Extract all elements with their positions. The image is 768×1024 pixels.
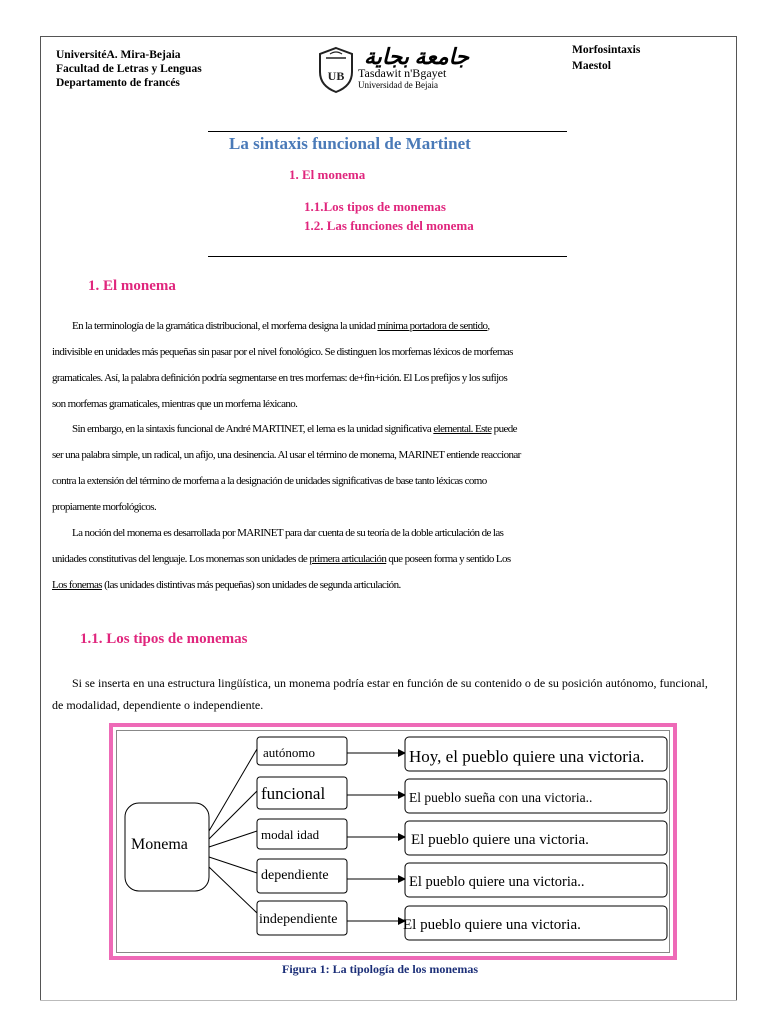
document-title: La sintaxis funcional de Martinet bbox=[229, 134, 471, 153]
branch-line bbox=[209, 831, 257, 847]
page-bottom-edge bbox=[40, 1000, 737, 1001]
paragraph-1: En la terminología de la gramática distribucional, el morfema designa la unidad mínima portadora de sentido, indivisible en unidades más pequeñas sin pasar por el nivel fonológico. Se distinguen los morfemas léxicos de morfemas gramaticales. Así, la palabra definición podría segmentarse en tres morfemas: de+fin+ición. El Los prefijos y los sufijos son morfemas gramaticales, mientras que un morfema léxicano. bbox=[52, 320, 513, 410]
branch-line bbox=[209, 867, 257, 913]
example-text: El pueblo sueña con una victoria.. bbox=[409, 790, 593, 805]
header-course bbox=[572, 42, 640, 74]
toc-item-1-1: 1.1.Los tipos de monemas bbox=[304, 199, 446, 214]
paragraph-3: La noción del monema es desarrollada por MARINET para dar cuenta de su teoría de la doble articulación de las unidades constitutivas del lenguaje. Los monemas son unidades de primera articulación que poseen forma y sentido Los Los fonemas (las unidades distintivas más pequeñas) son unidades de segunda articulación. bbox=[52, 527, 511, 591]
type-label: funcional bbox=[261, 784, 326, 803]
figure-diagram bbox=[116, 730, 670, 953]
branch-line bbox=[209, 749, 257, 831]
toc-bottom-rule bbox=[208, 256, 567, 257]
university-logo bbox=[316, 44, 469, 94]
underlined-phrase: mínima portadora de sentido bbox=[377, 320, 488, 332]
toc-item-1: 1. El monema bbox=[289, 167, 366, 182]
underlined-phrase: Los fonemas bbox=[52, 579, 102, 591]
course-name: Morfosintaxis bbox=[572, 44, 641, 56]
type-label: dependiente bbox=[261, 868, 329, 883]
section-heading-1: 1. El monema bbox=[88, 278, 176, 294]
department-name: Departamento de francés bbox=[56, 77, 180, 89]
example-text: Hoy, el pueblo quiere una victoria. bbox=[409, 747, 645, 766]
toc-top-rule bbox=[208, 131, 567, 132]
root-label: Monema bbox=[131, 836, 188, 853]
header-institution bbox=[56, 48, 202, 90]
logo-spanish-text: Universidad de Bejaia bbox=[358, 80, 438, 90]
example-text: El pueblo quiere una victoria.. bbox=[409, 874, 585, 890]
example-text: El pueblo quiere una victoria. bbox=[411, 832, 589, 848]
type-label: autónomo bbox=[263, 745, 315, 760]
university-name: UniversitéA. Mira-Bejaia bbox=[56, 49, 181, 61]
section-heading-1-1: 1.1. Los tipos de monemas bbox=[80, 631, 248, 647]
branch-line bbox=[209, 857, 257, 873]
paragraph-2: Sin embargo, en la sintaxis funcional de André MARTINET, el lema es la unidad significativa elemental. Este puede ser una palabra simple, un radical, un afijo, una desinencia. Al usar el término de monema, MARINET entiende reaccionar contra la extensión del término de morfema a la designación de unidades significativas de base tanto léxicas como propiamente morfológicos. bbox=[52, 423, 521, 513]
figure-caption: Figura 1: La tipología de los monemas bbox=[282, 962, 479, 976]
logo-arabic-text: جامعة بجاية bbox=[364, 44, 469, 69]
paragraph-4: Si se inserta en una estructura lingüística, un monema podría estar en función de su contenido o de su posición autónomo, funcional, de modalidad, dependiente o independiente. bbox=[52, 676, 708, 712]
faculty-name: Facultad de Letras y Lenguas bbox=[56, 63, 202, 75]
type-label: modal idad bbox=[261, 827, 320, 842]
branch-line bbox=[209, 791, 257, 839]
course-level: Maestol bbox=[572, 60, 611, 72]
university-seal-icon bbox=[316, 46, 356, 94]
logo-berber-text: Tasdawit n'Bgayet bbox=[358, 66, 447, 80]
toc-item-1-2: 1.2. Las funciones del monema bbox=[304, 218, 474, 233]
monema-diagram bbox=[117, 731, 670, 953]
example-text: El pueblo quiere una victoria. bbox=[403, 917, 581, 933]
type-label: independiente bbox=[259, 912, 338, 927]
underlined-phrase: primera articulación bbox=[309, 553, 387, 565]
figure-frame bbox=[109, 723, 677, 960]
underlined-phrase: elemental. Este bbox=[433, 423, 492, 435]
seal-letters: UB bbox=[327, 69, 345, 83]
